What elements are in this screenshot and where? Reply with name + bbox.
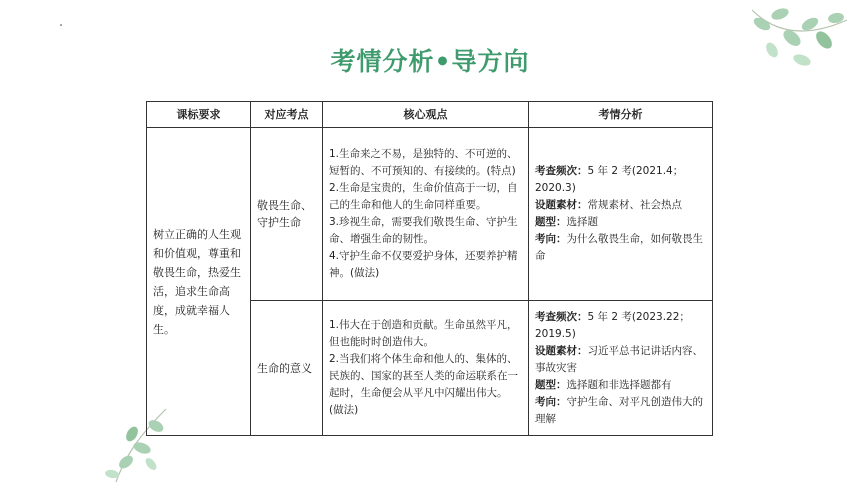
- decor-dot: [60, 24, 62, 26]
- view-item: 4.守护生命不仅要爱护身体，还要养护精神。(做法): [329, 250, 518, 279]
- exam-point-cell: 生命的意义: [251, 301, 323, 436]
- analysis-type: [535, 214, 706, 231]
- view-item: 1.伟大在于创造和贡献。生命虽然平凡，但也能时时创造伟大。: [329, 319, 518, 348]
- header-point: 对应考点: [251, 102, 323, 128]
- table-row: [147, 128, 713, 301]
- analysis-direction: [535, 394, 706, 428]
- frequency-label: 考查频次：: [535, 310, 588, 323]
- analysis-frequency: [535, 163, 706, 197]
- exam-analysis-table: [146, 101, 713, 436]
- exam-point-cell: 敬畏生命、守护生命: [251, 128, 323, 301]
- core-views-cell: [323, 301, 529, 436]
- direction-label: 考向：: [535, 395, 567, 408]
- analysis-material: [535, 343, 706, 377]
- table-header-row: [147, 102, 713, 128]
- direction-value: 为什么敬畏生命，如何敬畏生命: [535, 233, 703, 262]
- page-title: 考情分析•导方向: [330, 47, 530, 76]
- material-label: 设题素材：: [535, 344, 588, 357]
- curriculum-standard-cell: 树立正确的人生观和价值观，尊重和敬畏生命，热爱生活，追求生命高度，成就幸福人生。: [147, 128, 251, 436]
- view-item: 3.珍视生命，需要我们敬畏生命、守护生命、增强生命的韧性。: [329, 216, 518, 245]
- analysis-material: [535, 197, 706, 214]
- type-value: 选择题: [566, 216, 598, 228]
- frequency-label: 考查频次：: [535, 165, 588, 177]
- analysis-type: [535, 377, 706, 394]
- analysis-cell: [529, 301, 713, 436]
- core-views-cell: [323, 128, 529, 301]
- view-item: 1.生命来之不易，是独特的、不可逆的、短暂的、不可预知的、有接续的。(特点): [329, 148, 518, 177]
- header-views: 核心观点: [323, 102, 529, 128]
- type-label: 题型：: [535, 378, 567, 391]
- view-item: 2.当我们将个体生命和他人的、集体的、民族的、国家的甚至人类的命运联系在一起时，生命便会从平凡中闪耀出伟大。(做法): [329, 353, 518, 416]
- direction-label: 考向：: [535, 233, 567, 245]
- frequency-value: 5 年 2 考(2021.4；2020.3): [535, 165, 684, 194]
- analysis-direction: [535, 231, 706, 265]
- direction-value: 守护生命、对平凡创造伟大的理解: [535, 395, 703, 425]
- analysis-cell: [529, 128, 713, 301]
- view-item: 2.生命是宝贵的，生命价值高于一切，自己的生命和他人的生命同样重要。: [329, 182, 518, 211]
- type-label: 题型：: [535, 216, 567, 228]
- material-value: 习近平总书记讲话内容、事故灾害: [535, 344, 703, 374]
- material-label: 设题素材：: [535, 199, 588, 211]
- analysis-frequency: [535, 309, 706, 343]
- header-standard: 课标要求: [147, 102, 251, 128]
- header-analysis: 考情分析: [529, 102, 713, 128]
- frequency-value: 5 年 2 考(2023.22；2019.5): [535, 310, 690, 340]
- material-value: 常规素材、社会热点: [587, 199, 682, 211]
- type-value: 选择题和非选择题都有: [566, 378, 672, 391]
